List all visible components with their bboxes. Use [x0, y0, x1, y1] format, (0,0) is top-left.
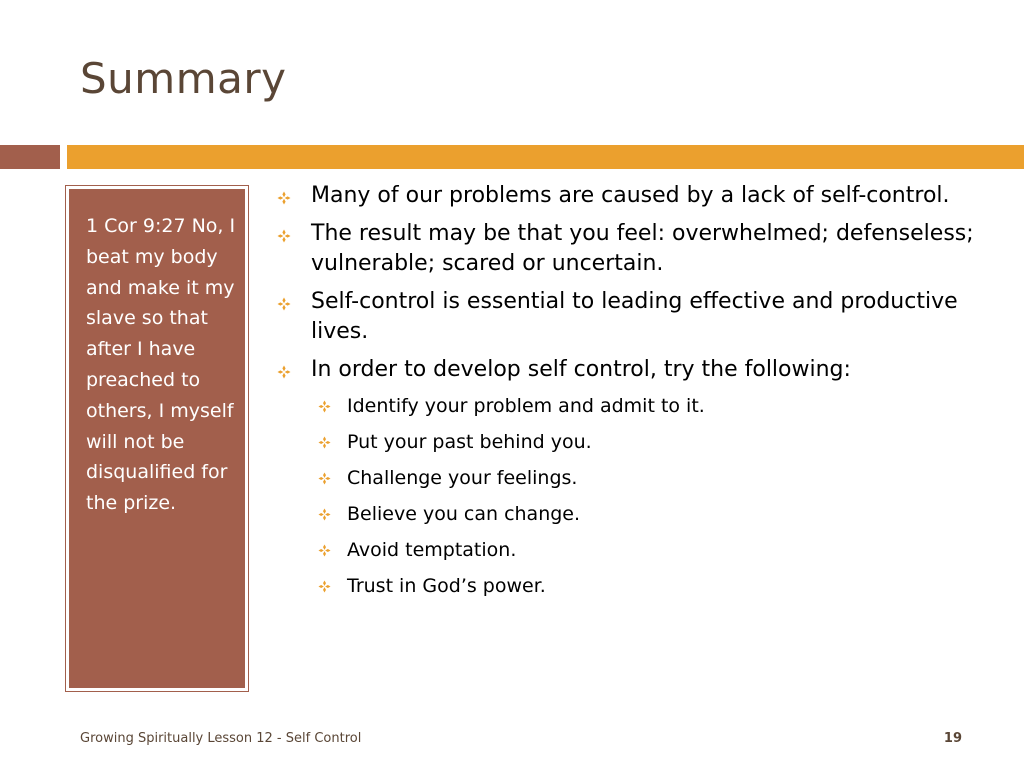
slide-title: Summary	[80, 54, 287, 103]
diamond-bullet-icon	[277, 229, 291, 243]
sub-bullet-item	[311, 501, 995, 527]
bullet-item	[275, 181, 995, 211]
sub-bullet-text: Avoid temptation.	[347, 539, 517, 561]
scripture-box	[68, 188, 246, 689]
bullet-item	[275, 355, 995, 599]
diamond-bullet-icon	[318, 580, 331, 593]
diamond-bullet-icon	[318, 436, 331, 449]
sub-bullet-item	[311, 465, 995, 491]
scripture-sidebar	[65, 185, 249, 692]
scripture-text: 1 Cor 9:27 No, I beat my body and make it my slave so that after I have preached to others, I myself will not be disqualified for the prize.	[86, 215, 236, 515]
sub-bullet-item	[311, 393, 995, 419]
bullet-text: Many of our problems are caused by a lack of self-control.	[311, 183, 950, 208]
bullet-text: Self-control is essential to leading effective and productive lives.	[311, 289, 958, 344]
sub-bullet-text: Put your past behind you.	[347, 431, 592, 453]
footer-text: Growing Spiritually Lesson 12 - Self Control	[80, 731, 362, 746]
sub-bullet-text: Believe you can change.	[347, 503, 581, 525]
diamond-bullet-icon	[318, 508, 331, 521]
header-rule-right	[67, 145, 1024, 169]
diamond-bullet-icon	[318, 472, 331, 485]
sub-bullet-text: Challenge your feelings.	[347, 467, 578, 489]
sub-bullet-text: Trust in God’s power.	[347, 575, 546, 597]
sub-bullet-item	[311, 573, 995, 599]
page-number: 19	[943, 731, 962, 746]
bullet-list	[275, 181, 995, 599]
sub-bullet-text: Identify your problem and admit to it.	[347, 395, 705, 417]
sub-bullet-list	[311, 393, 995, 599]
diamond-bullet-icon	[277, 297, 291, 311]
sub-bullet-item	[311, 429, 995, 455]
bullet-text: The result may be that you feel: overwhelmed; defenseless; vulnerable; scared or uncertain.	[311, 221, 974, 276]
bullet-item	[275, 287, 995, 347]
header-rule-left	[0, 145, 60, 169]
diamond-bullet-icon	[318, 544, 331, 557]
bullet-text: In order to develop self control, try the following:	[311, 357, 851, 382]
diamond-bullet-icon	[277, 191, 291, 205]
diamond-bullet-icon	[277, 365, 291, 379]
sub-bullet-item	[311, 537, 995, 563]
diamond-bullet-icon	[318, 400, 331, 413]
bullet-item	[275, 219, 995, 279]
slide-content	[275, 181, 995, 609]
